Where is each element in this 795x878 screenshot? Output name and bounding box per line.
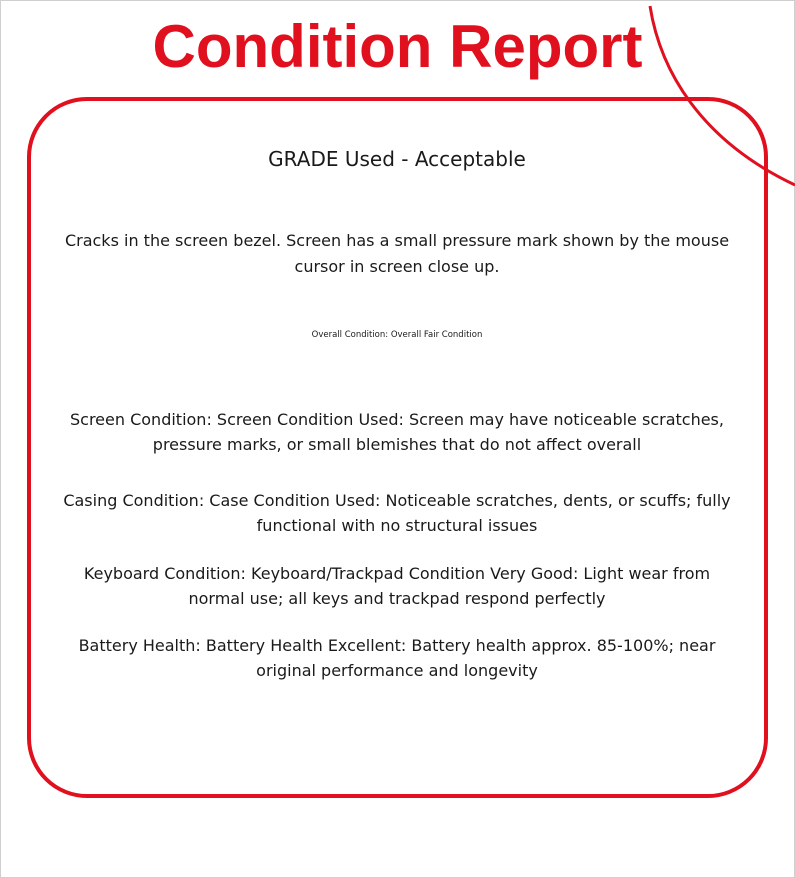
screen-condition: Screen Condition: Screen Condition Used: Screen may have noticeable scratches, pressure marks, or small blemishes that do not affect overall [70, 410, 724, 454]
overall-condition: Overall Condition: Overall Fair Condition [311, 330, 483, 340]
battery-health: Battery Health: Battery Health Excellent: Battery health approx. 85-100%; near original performance and longevity [78, 636, 716, 680]
keyboard-condition: Keyboard Condition: Keyboard/Trackpad Condition Very Good: Light wear from normal use; all keys and trackpad respond perfectly [83, 564, 711, 608]
report-title: Condition Report [152, 13, 643, 80]
condition-description: Cracks in the screen bezel. Screen has a small pressure mark shown by the mouse cursor in screen close up. [64, 231, 730, 276]
grade-heading: GRADE Used - Acceptable [268, 147, 526, 171]
casing-condition: Casing Condition: Case Condition Used: Noticeable scratches, dents, or scuffs; fully functional with no structural issues [63, 491, 731, 535]
